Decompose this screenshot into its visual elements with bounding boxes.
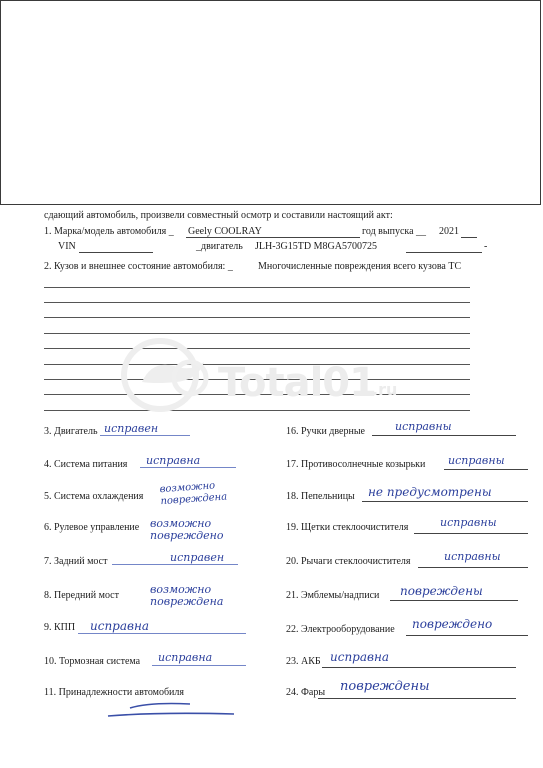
item-3-label: 3. Двигатель	[44, 426, 98, 437]
item-8-value: возможно повреждена	[150, 583, 224, 608]
year-value: 2021	[439, 226, 459, 237]
item-16-value: исправны	[395, 420, 452, 433]
body-label: 2. Кузов и внешнее состояние автомобиля: _	[44, 261, 233, 272]
item-9-label: 9. КПП	[44, 622, 76, 633]
item-18-value: не предусмотрены	[368, 485, 492, 499]
item-19-underline	[414, 533, 528, 534]
item-20-value: исправны	[444, 550, 501, 563]
ruled-line	[44, 317, 470, 318]
item-7-underline	[112, 564, 238, 565]
item-5-value: возможно повреждена	[159, 480, 228, 508]
item-22-value: повреждено	[412, 617, 493, 631]
item-4-label: 4. Система питания	[44, 459, 128, 470]
item-23-label: 23. АКБ	[286, 656, 321, 667]
item-3-value: исправен	[104, 422, 159, 435]
ruled-line	[44, 287, 470, 288]
body-value: Многочисленные повреждения всего кузова ТС	[258, 261, 462, 272]
item-8-label: 8. Передний мост	[44, 590, 119, 601]
ruled-line	[44, 302, 470, 303]
item-22-underline	[406, 635, 528, 636]
item-23-value: исправна	[330, 650, 390, 664]
watermark-suffix: .ru	[372, 380, 398, 399]
item-21-label: 21. Эмблемы/надписи	[286, 590, 380, 601]
item-10-underline	[152, 665, 246, 666]
item-10-label: 10. Тормозная система	[44, 656, 141, 667]
item-17-underline	[444, 469, 528, 470]
item-7-value: исправен	[170, 551, 225, 564]
item-17-label: 17. Противосолнечные козырьки	[286, 459, 426, 470]
engine-label: _двигатель	[196, 241, 243, 252]
model-label: 1. Марка/модель автомобиля _	[44, 226, 174, 237]
item-19-value: исправны	[440, 516, 497, 529]
item-18-underline	[362, 501, 528, 502]
redacted-area	[0, 0, 541, 205]
item-23-underline	[322, 667, 516, 668]
item-9-value: исправна	[90, 619, 150, 633]
item-21-value: повреждены	[400, 584, 483, 598]
handwritten-scribble	[100, 700, 250, 722]
item-4-underline	[140, 467, 236, 468]
watermark-text: Total01	[218, 360, 376, 406]
vin-label: VIN	[58, 241, 76, 252]
item-9-underline	[78, 633, 246, 634]
model-value: Geely COOLRAY	[188, 226, 262, 237]
item-18-label: 18. Пепельницы	[286, 491, 355, 502]
engine-dash: -	[484, 241, 488, 252]
year-underline	[461, 237, 477, 238]
item-17-value: исправны	[448, 454, 505, 467]
item-5-label: 5. Система охлаждения	[44, 491, 144, 502]
item-21-underline	[390, 600, 518, 601]
item-16-underline	[372, 435, 516, 436]
year-label: год выпуска __	[362, 226, 427, 237]
engine-value: JLH-3G15TD M8GA5700725	[255, 241, 377, 252]
item-6-value: возможно повреждено	[150, 517, 224, 542]
model-underline	[186, 237, 360, 238]
item-4-value: исправна	[146, 454, 201, 467]
item-3-underline	[100, 435, 190, 436]
item-16-label: 16. Ручки дверные	[286, 426, 365, 437]
item-11-label: 11. Принадлежности автомобиля	[44, 687, 184, 698]
intro-line: сдающий автомобиль, произвели совместный осмотр и составили настоящий акт:	[44, 210, 393, 221]
item-6-label: 6. Рулевое управление	[44, 522, 140, 533]
item-10-value: исправна	[158, 651, 213, 664]
item-20-underline	[418, 567, 528, 568]
engine-underline	[406, 252, 482, 253]
item-19-label: 19. Щетки стеклоочистителя	[286, 522, 409, 533]
item-24-value: повреждены	[340, 679, 430, 694]
item-24-label: 24. Фары	[286, 687, 326, 698]
item-20-label: 20. Рычаги стеклоочистителя	[286, 556, 411, 567]
item-7-label: 7. Задний мост	[44, 556, 108, 567]
vin-underline	[79, 252, 153, 253]
item-22-label: 22. Электрооборудование	[286, 624, 395, 635]
item-24-underline	[318, 698, 516, 699]
